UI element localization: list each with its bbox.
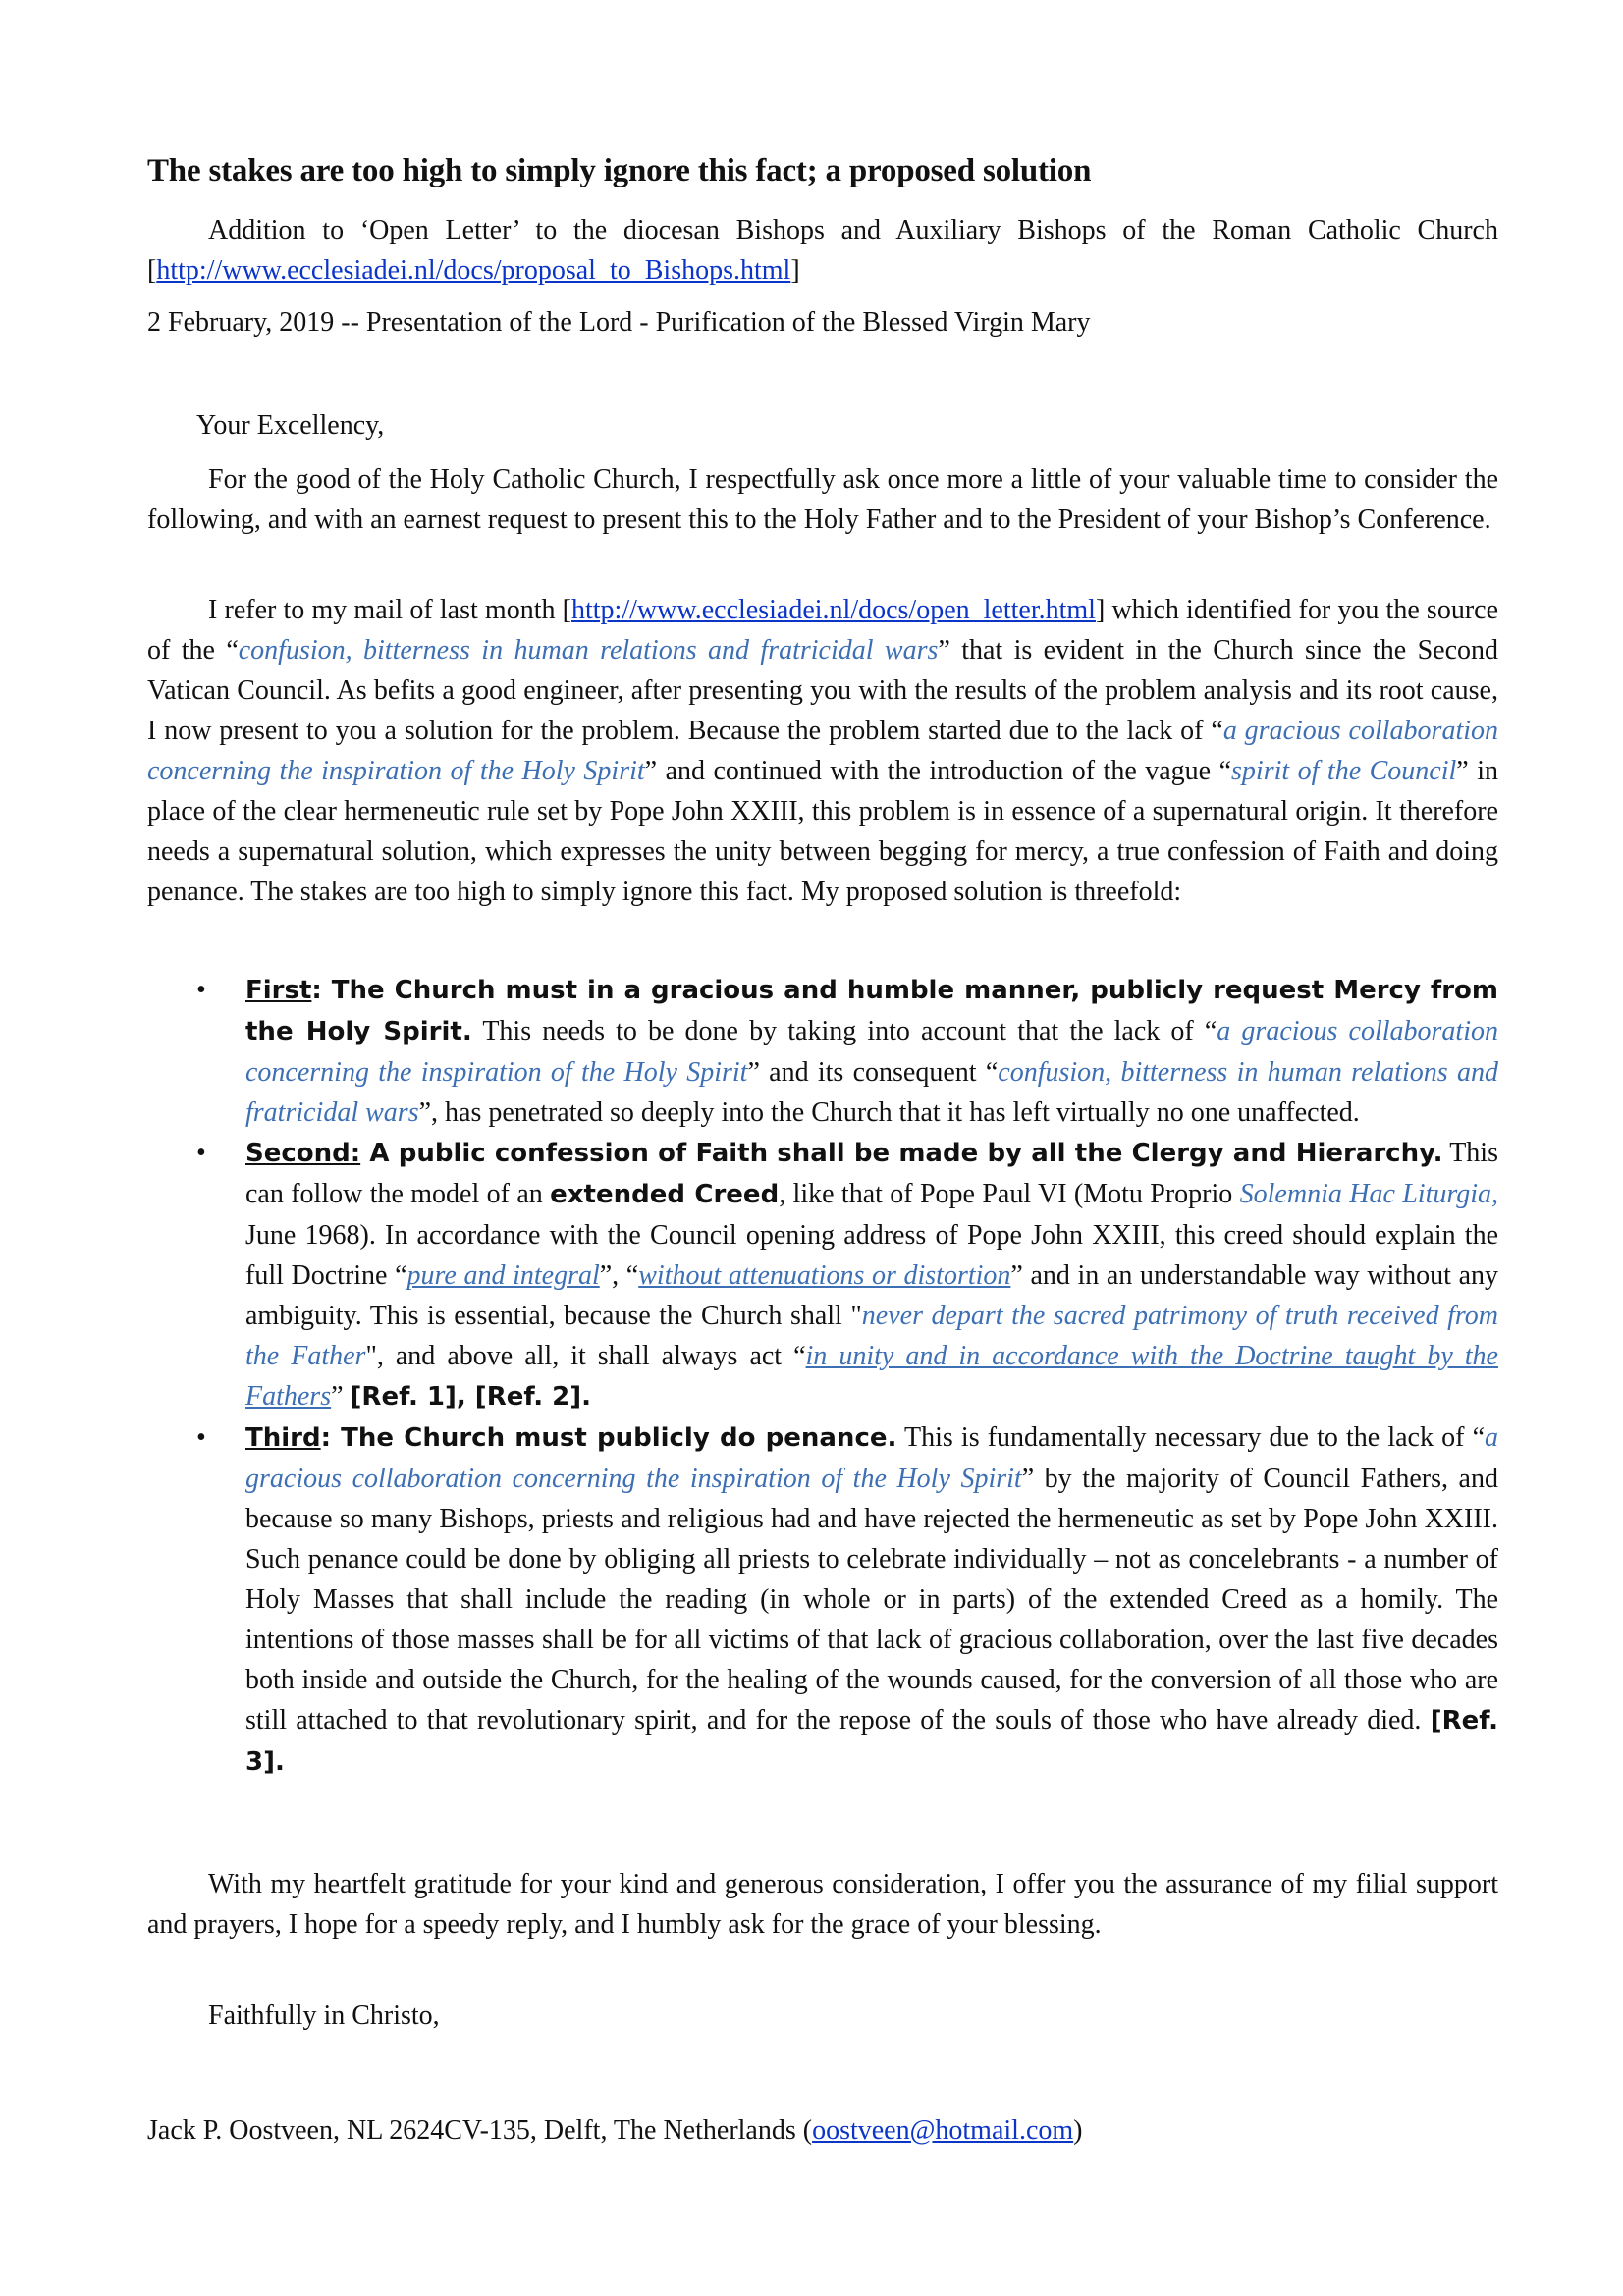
addition-text: Addition to ‘Open Letter’ to the diocesan Bishops and Auxiliary Bishops of the Roman Catholic Church [ [147, 215, 1498, 286]
paragraph-problem: I refer to my mail of last month [http://www.ecclesiadei.nl/docs/open_letter.html] which identified for you the source of the “confusion, bitterness in human relations and fratricidal wars” that is evident in the Church since the Second Vatican Council. As befits a good engineer, after presenting you with the results of the problem analysis and its root cause, I now present to you a solution for the problem. Because the problem started due to the lack of “a gracious collaboration concerning the inspiration of the Holy Spirit” and continued with the introduction of the vague “spirit of the Council” in place of the clear hermeneutic rule set by Pope John XXIII, this problem is in essence of a supernatural origin. It therefore needs a supernatural solution, which expresses the unity between begging for mercy, a true confession of Faith and doing penance. The stakes are too high to simply ignore this fact. My proposed solution is threefold: [147, 595, 1498, 907]
paragraph-request: For the good of the Holy Catholic Church, I respectfully ask once more a little of your valuable time to consider the following, and with an earnest request to present this to the Holy Father and to the President of your Bishop’s Conference. [147, 464, 1498, 535]
list-item-second: • Second: A public confession of Faith shall be made by all the Clergy and Hierarchy. This can follow the model of an extended Creed, like that of Pope Paul VI (Motu Proprio Solemnia Hac Liturgia, June 1968). In accordance with the Council opening address of Pope John XXIII, this creed should explain the full Doctrine “pure and integral”, “without attenuations or distortion” and in an understandable way without any ambiguity. This is essential, because the Church shall "never depart the sacred patrimony of truth received from the Father", and above all, it shall always act “in unity and in accordance with the Doctrine taught by the Fathers” [Ref. 1], [Ref. 2]. [245, 1133, 1498, 1417]
bullet-glyph: • [196, 1138, 206, 1168]
label-first: First [245, 976, 312, 1005]
addition-paragraph [147, 210, 1498, 291]
open-letter-link[interactable]: http://www.ecclesiadei.nl/docs/open_letter.html [571, 595, 1096, 625]
quote-collaboration: a gracious collaboration concerning the inspiration of the Holy Spirit [147, 716, 1498, 786]
refs-3: [Ref. 3]. [245, 1706, 1498, 1777]
closing-paragraph: With my heartfelt gratitude for your kind and generous consideration, I offer you the assurance of my filial support and prayers, I hope for a speedy reply, and I humbly ask for the grace of your blessing. [147, 1869, 1498, 1940]
bullet-glyph: • [196, 1422, 206, 1453]
label-third: Third [245, 1423, 321, 1453]
date-line: 2 February, 2019 -- Presentation of the Lord - Purification of the Blessed Virgin Mary [147, 307, 1091, 338]
list-item-third: • Third: The Church must publicly do penance. This is fundamentally necessary due to the lack of “a gracious collaboration concerning the inspiration of the Holy Spirit” by the majority of Council Fathers, and because so many Bishops, priests and religious had and have rejected the hermeneutic as set by Pope John XXIII. Such penance could be done by obliging all priests to celebrate individually – not as concelebrants - a number of Holy Masses that shall include the reading (in whole or in parts) of the extended Creed as a homily. The intentions of those masses shall be for all victims of that lack of gracious collaboration, over the last five decades both inside and outside the Church, for the healing of the wounds caused, for the conversion of all those who are still attached to that revolutionary spirit, and for the repose of the souls of those who have already died. [Ref. 3]. [245, 1417, 1498, 1783]
email-link[interactable]: oostveen@hotmail.com [812, 2115, 1074, 2146]
quote-confusion: confusion, bitterness in human relations and fratricidal wars [238, 635, 939, 666]
proposal-link[interactable]: http://www.ecclesiadei.nl/docs/proposal_to_Bishops.html [156, 255, 791, 286]
quote-spirit-council: spirit of the Council [1231, 756, 1457, 786]
list-item-first: • First: The Church must in a gracious and humble manner, publicly request Mercy from the Holy Spirit. This needs to be done by taking into account that the lack of “a gracious collaboration concerning the inspiration of the Holy Spirit” and its consequent “confusion, bitterness in human relations and fratricidal wars”, has penetrated so deeply into the Church that it has left virtually no one unaffected. [245, 970, 1498, 1133]
solution-list [196, 970, 1499, 1783]
refs-1-2: [Ref. 1], [Ref. 2]. [350, 1382, 592, 1412]
signoff: Faithfully in Christo, [208, 2001, 440, 2031]
bullet-glyph: • [196, 975, 206, 1005]
label-second: Second: [245, 1139, 361, 1168]
salutation: Your Excellency, [196, 410, 385, 441]
addition-close: ] [790, 255, 800, 286]
document-title: The stakes are too high to simply ignore this fact; a proposed solution [147, 153, 1092, 188]
signature-line: Jack P. Oostveen, NL 2624CV-135, Delft, The Netherlands (oostveen@hotmail.com) [147, 2115, 1083, 2146]
